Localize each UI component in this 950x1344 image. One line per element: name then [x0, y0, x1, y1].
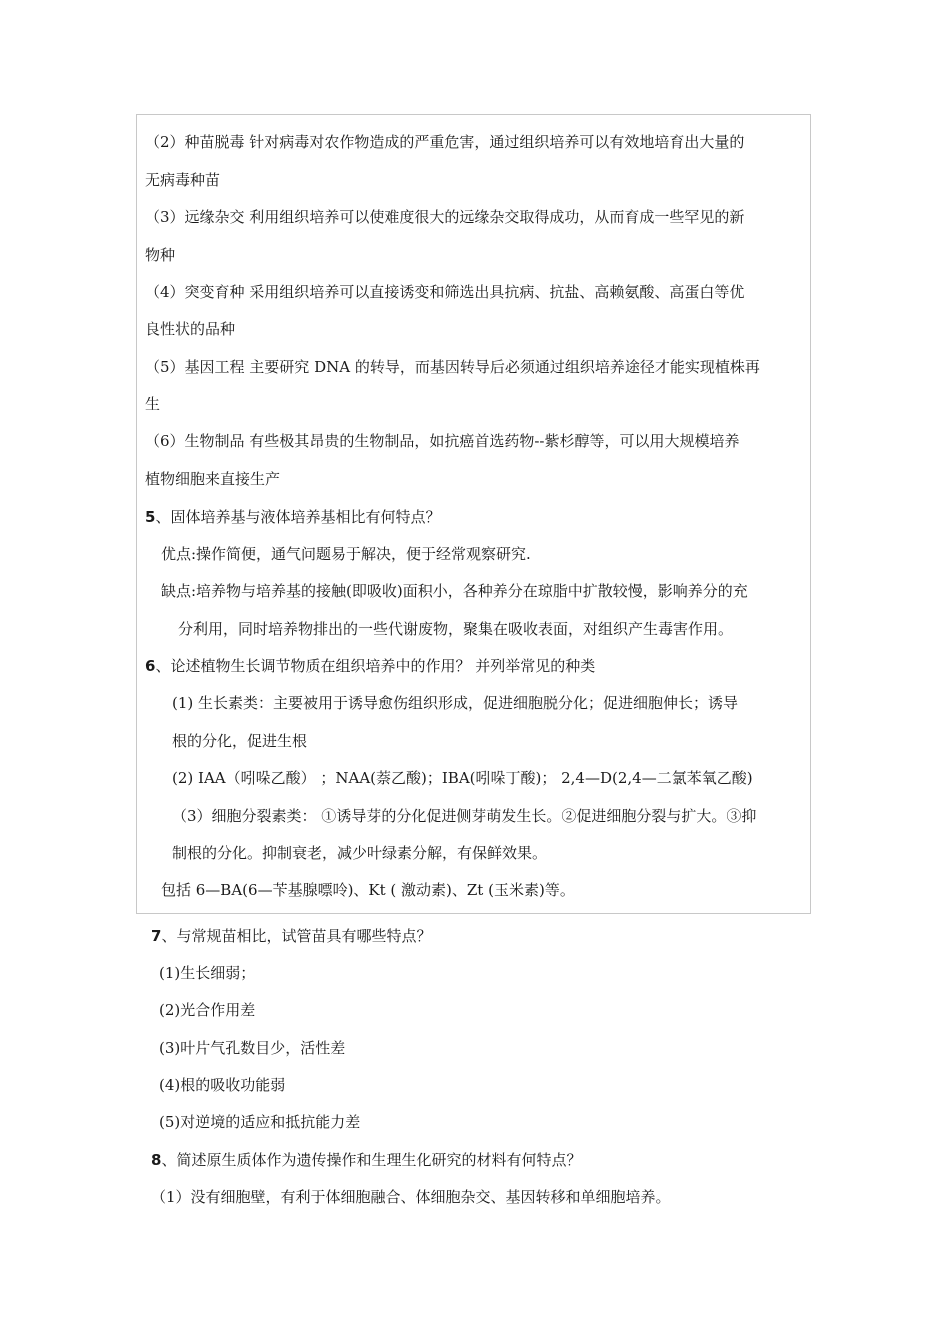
q5-advantage: 优点:操作简便，通气问题易于解决，便于经常观察研究.	[161, 545, 531, 563]
q6-cytokinin-line1: （3）细胞分裂素类： ①诱导芽的分化促进侧芽萌发生长。②促进细胞分裂与扩大。③抑	[172, 807, 757, 825]
q6-cytokinin-examples: 包括 6—BA(6—苄基腺嘌呤)、Kt ( 激动素)、Zt (玉米素)等。	[161, 881, 575, 899]
question-6-number: 6	[145, 657, 156, 675]
q6-auxin-line1: (1) 生长素类：主要被用于诱导愈伤组织形成，促进细胞脱分化；促进细胞伸长；诱导	[172, 694, 739, 712]
q6-auxin-examples: (2) IAA（吲哚乙酸） ；NAA(萘乙酸)；IBA(吲哚丁酸)； 2,4—D(2,4—二氯苯氧乙酸)	[172, 769, 753, 787]
question-7	[151, 926, 431, 946]
p5-line1: （5）基因工程 主要研究 DNA 的转导，而基因转导后必须通过组织培养途径才能实现植株再	[145, 358, 760, 376]
p6-line2: 植物细胞来直接生产	[145, 470, 281, 488]
question-7-number: 7	[151, 927, 162, 945]
q7-item-2: (2)光合作用差	[159, 1001, 256, 1019]
question-7-text: 、与常规苗相比，试管苗具有哪些特点？	[161, 927, 432, 945]
question-6-text: 、论述植物生长调节物质在组织培养中的作用？ 并列举常见的种类	[155, 657, 596, 675]
q6-cytokinin-line2: 制根的分化。抑制衰老，减少叶绿素分解，有保鲜效果。	[172, 844, 548, 862]
question-5	[145, 507, 440, 527]
p3-line2: 物种	[145, 246, 176, 264]
p5-line2: 生	[145, 395, 161, 413]
question-8	[151, 1150, 581, 1170]
question-8-number: 8	[151, 1151, 162, 1169]
p6-line1: （6）生物制品 有些极其昂贵的生物制品，如抗癌首选药物--紫杉醇等，可以用大规模培养	[145, 432, 740, 450]
question-8-text: 、简述原生质体作为遗传操作和生理生化研究的材料有何特点？	[161, 1151, 582, 1169]
q8-answer-1: （1）没有细胞壁，有利于体细胞融合、体细胞杂交、基因转移和单细胞培养。	[151, 1188, 671, 1206]
q7-item-5: (5)对逆境的适应和抵抗能力差	[159, 1113, 361, 1131]
q7-item-1: (1)生长细弱；	[159, 964, 256, 982]
p3-line1: （3）远缘杂交 利用组织培养可以使难度很大的远缘杂交取得成功，从而育成一些罕见的新	[145, 208, 745, 226]
question-5-number: 5	[145, 508, 156, 526]
question-6	[145, 656, 595, 676]
p2-line2: 无病毒种苗	[145, 171, 221, 189]
p2-line1: （2）种苗脱毒 针对病毒对农作物造成的严重危害，通过组织培养可以有效地培育出大量的	[145, 133, 745, 151]
q7-item-3: (3)叶片气孔数目少，活性差	[159, 1039, 346, 1057]
q5-disadvantage-line2: 分利用，同时培养物排出的一些代谢废物，聚集在吸收表面，对组织产生毒害作用。	[178, 620, 734, 638]
q7-item-4: (4)根的吸收功能弱	[159, 1076, 286, 1094]
q5-disadvantage-line1: 缺点:培养物与培养基的接触(即吸收)面积小，各种养分在琼脂中扩散较慢，影响养分的充	[161, 582, 748, 600]
p4-line1: （4）突变育种 采用组织培养可以直接诱变和筛选出具抗病、抗盐、高赖氨酸、高蛋白等优	[145, 283, 745, 301]
q6-auxin-line2: 根的分化，促进生根	[172, 732, 308, 750]
question-5-text: 、固体培养基与液体培养基相比有何特点？	[155, 508, 441, 526]
p4-line2: 良性状的品种	[145, 320, 236, 338]
